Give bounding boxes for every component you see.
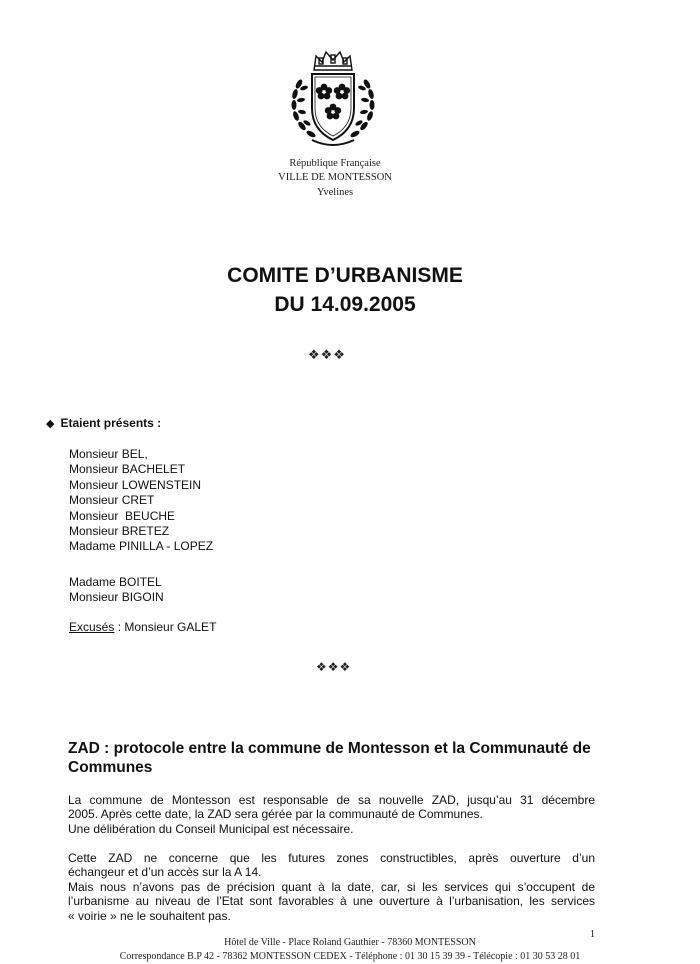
present-name: Madame PINILLA - LOPEZ <box>69 539 214 554</box>
attendance-heading <box>46 416 161 430</box>
excused-line <box>69 620 216 634</box>
footer-address: Hôtel de Ville - Place Roland Gauthier - 78360 MONTESSON <box>224 937 476 948</box>
diamond-bullet-icon: ◆ <box>46 417 55 430</box>
present-name: Monsieur BEUCHE <box>69 508 176 523</box>
footer-contact: Correspondance B.P 42 - 78362 MONTESSON CEDEX - Téléphone : 01 30 15 39 39 - Télécopie : 01 30 53 28 01 <box>119 951 581 962</box>
paragraph <box>68 793 595 836</box>
paragraph-line: « voirie » ne le souhaitent pas. <box>68 908 231 923</box>
present-name: Monsieur BEL, <box>69 447 148 461</box>
excused-names: : Monsieur GALET <box>114 620 217 634</box>
paragraph <box>68 880 595 923</box>
header-republique: République Française <box>289 158 381 169</box>
document-title: COMITE D’URBANISME <box>227 264 463 287</box>
montesson-coat-of-arms-icon <box>282 44 384 156</box>
present-list <box>69 447 213 555</box>
paragraph-line: échangeur et d’un accès sur la A 14. <box>68 865 262 880</box>
paragraph-line: Cette ZAD ne concerne que les futures zones constructibles, après ouverture d’un <box>68 851 595 865</box>
paragraph-line: Une délibération du Conseil Municipal est nécessaire. <box>68 821 354 836</box>
ornament-divider: ❖❖❖ <box>308 348 346 363</box>
attendee-name: Madame BOITEL <box>69 575 162 589</box>
page-number: 1 <box>590 929 595 940</box>
present-name: Monsieur LOWENSTEIN <box>69 477 202 492</box>
section-heading: ZAD : protocole entre la commune de Montesson et la Communauté de Communes <box>68 740 591 776</box>
header-department: Yvelines <box>316 187 354 198</box>
paragraph-line: La commune de Montesson est responsable de sa nouvelle ZAD, jusqu’au 31 décembre <box>68 793 595 807</box>
present-name: Monsieur CRET <box>69 493 155 508</box>
paragraph-line: 2005. Après cette date, la ZAD sera gérée par la communauté de Communes. <box>68 807 483 822</box>
other-attendees-list <box>69 575 164 606</box>
document-date: DU 14.09.2005 <box>274 293 416 316</box>
excused-label: Excusés <box>69 620 115 634</box>
ornament-divider: ❖❖❖ <box>316 660 352 674</box>
attendee-name: Monsieur BIGOIN <box>69 590 164 605</box>
present-name: Monsieur BACHELET <box>69 462 186 477</box>
paragraph-line: Mais nous n’avons pas de précision quant à la date, car, si les services qui s’occupent de <box>68 880 595 894</box>
attendance-heading-text: Etaient présents : <box>60 416 162 430</box>
header-ville: VILLE DE MONTESSON <box>278 172 392 183</box>
paragraph-line: l’urbanisme au niveau de l’Etat sont favorables à une ouverture à l’urbanisation, les services <box>68 894 595 909</box>
paragraph <box>68 851 595 880</box>
present-name: Monsieur BRETEZ <box>69 524 170 539</box>
